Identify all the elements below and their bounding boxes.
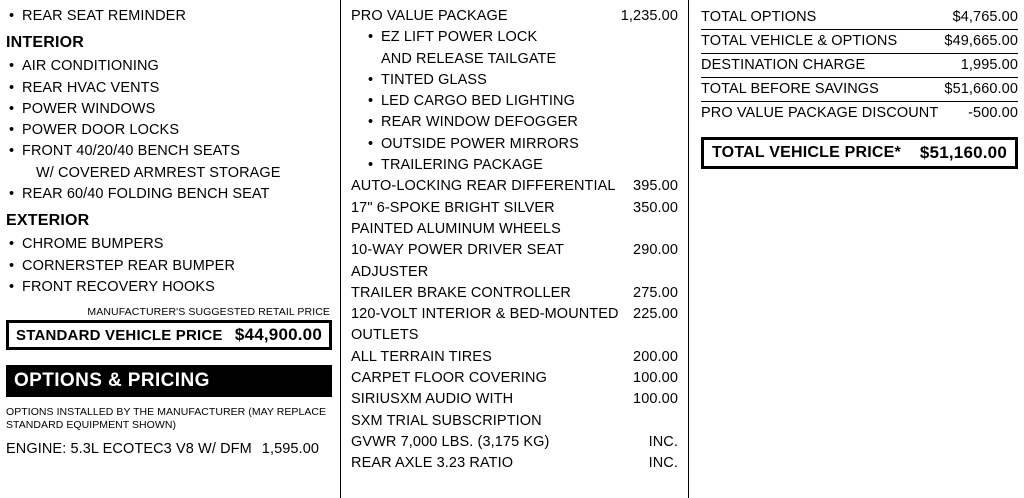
total-row bbox=[701, 102, 1018, 125]
list-item: • POWER WINDOWS bbox=[6, 99, 332, 120]
option-price: 100.00 bbox=[633, 391, 678, 408]
option-price: INC. bbox=[648, 433, 678, 450]
options-fineprint: OPTIONS INSTALLED BY THE MANUFACTURER (MAY REPLACE STANDARD EQUIPMENT SHOWN) bbox=[6, 406, 327, 432]
option-price: 100.00 bbox=[633, 370, 678, 387]
option-name: SIRIUSXM AUDIO WITH bbox=[351, 391, 514, 408]
options-pricing-header: OPTIONS & PRICING bbox=[6, 365, 332, 397]
option-row bbox=[351, 304, 678, 325]
list-item: • AIR CONDITIONING bbox=[6, 56, 332, 77]
list-item: • CHROME BUMPERS bbox=[6, 234, 332, 255]
total-row bbox=[701, 78, 1018, 102]
total-row bbox=[701, 6, 1018, 30]
middle-column bbox=[340, 0, 688, 498]
option-row bbox=[351, 347, 678, 368]
option-price: 200.00 bbox=[633, 348, 678, 365]
option-price: 290.00 bbox=[633, 242, 678, 259]
option-name: REAR AXLE 3.23 RATIO bbox=[351, 455, 514, 472]
option-name: GVWR 7,000 LBS. (3,175 KG) bbox=[351, 433, 550, 450]
option-name: ALL TERRAIN TIRES bbox=[351, 348, 492, 365]
option-sub-item: • OUTSIDE POWER MIRRORS bbox=[351, 134, 678, 155]
option-name: TRAILER BRAKE CONTROLLER bbox=[351, 284, 571, 301]
option-price: 1,595.00 bbox=[261, 441, 320, 458]
option-name: ENGINE: 5.3L ECOTEC3 V8 W/ DFM bbox=[6, 441, 252, 458]
section-heading-exterior: EXTERIOR bbox=[6, 212, 90, 230]
list-item: • FRONT 40/20/40 BENCH SEATS bbox=[6, 141, 332, 162]
option-row bbox=[351, 389, 678, 410]
total-label: DESTINATION CHARGE bbox=[701, 57, 866, 73]
option-row bbox=[351, 368, 678, 389]
option-name: 120-VOLT INTERIOR & BED-MOUNTED bbox=[351, 306, 619, 323]
option-row bbox=[351, 6, 678, 27]
option-price: INC. bbox=[648, 455, 678, 472]
total-value: $51,660.00 bbox=[944, 81, 1018, 97]
option-name: 10-WAY POWER DRIVER SEAT bbox=[351, 242, 564, 259]
option-price: 350.00 bbox=[633, 199, 678, 216]
option-name-continuation: ADJUSTER bbox=[351, 263, 429, 280]
left-column bbox=[0, 0, 340, 498]
option-name-continuation: PAINTED ALUMINUM WHEELS bbox=[351, 220, 561, 237]
option-sub-item-continuation: AND RELEASE TAILGATE bbox=[381, 50, 557, 67]
option-row bbox=[351, 176, 678, 197]
option-row bbox=[351, 240, 678, 261]
option-price: 1,235.00 bbox=[620, 8, 678, 24]
total-value: -500.00 bbox=[968, 105, 1018, 121]
total-row bbox=[701, 54, 1018, 78]
total-vehicle-price-label: TOTAL VEHICLE PRICE* bbox=[712, 144, 901, 161]
option-row bbox=[351, 432, 678, 453]
option-name-continuation: OUTLETS bbox=[351, 327, 419, 344]
total-value: 1,995.00 bbox=[960, 57, 1018, 73]
list-item-continuation: W/ COVERED ARMREST STORAGE bbox=[36, 164, 281, 181]
list-item: • REAR 60/40 FOLDING BENCH SEAT bbox=[6, 184, 332, 205]
total-row bbox=[701, 30, 1018, 54]
list-item: • POWER DOOR LOCKS bbox=[6, 120, 332, 141]
standard-vehicle-price-value: $44,900.00 bbox=[234, 325, 322, 345]
option-name: PRO VALUE PACKAGE bbox=[351, 8, 508, 24]
option-sub-item: • EZ LIFT POWER LOCK bbox=[351, 27, 678, 48]
total-label: TOTAL VEHICLE & OPTIONS bbox=[701, 33, 898, 49]
option-row bbox=[351, 453, 678, 474]
total-value: $4,765.00 bbox=[952, 9, 1018, 25]
option-price: 225.00 bbox=[633, 306, 678, 323]
total-label: TOTAL OPTIONS bbox=[701, 9, 817, 25]
option-row-engine bbox=[6, 439, 332, 460]
right-column bbox=[688, 0, 1024, 498]
option-sub-item: • REAR WINDOW DEFOGGER bbox=[351, 112, 678, 133]
option-sub-item: • LED CARGO BED LIGHTING bbox=[351, 91, 678, 112]
total-vehicle-price-box bbox=[701, 137, 1018, 169]
option-name: AUTO-LOCKING REAR DIFFERENTIAL bbox=[351, 178, 616, 195]
option-row bbox=[351, 198, 678, 219]
option-sub-item: • TRAILERING PACKAGE bbox=[351, 155, 678, 176]
option-price: 395.00 bbox=[633, 178, 678, 195]
option-name: CARPET FLOOR COVERING bbox=[351, 370, 548, 387]
list-item: • CORNERSTEP REAR BUMPER bbox=[6, 256, 332, 277]
msrp-note: MANUFACTURER'S SUGGESTED RETAIL PRICE bbox=[87, 306, 330, 319]
list-item: • REAR HVAC VENTS bbox=[6, 78, 332, 99]
list-item: • FRONT RECOVERY HOOKS bbox=[6, 277, 332, 298]
list-item: • REAR SEAT REMINDER bbox=[6, 6, 332, 27]
total-value: $49,665.00 bbox=[944, 33, 1018, 49]
option-row bbox=[351, 283, 678, 304]
total-vehicle-price-value: $51,160.00 bbox=[919, 143, 1007, 162]
option-name: 17" 6-SPOKE BRIGHT SILVER bbox=[351, 199, 555, 216]
total-label: PRO VALUE PACKAGE DISCOUNT bbox=[701, 105, 939, 121]
total-label: TOTAL BEFORE SAVINGS bbox=[701, 81, 879, 97]
standard-vehicle-price-box bbox=[6, 320, 332, 350]
section-heading-interior: INTERIOR bbox=[6, 34, 85, 52]
option-name-continuation: SXM TRIAL SUBSCRIPTION bbox=[351, 412, 542, 429]
option-sub-item: • TINTED GLASS bbox=[351, 70, 678, 91]
option-price: 275.00 bbox=[633, 284, 678, 301]
standard-vehicle-price-label: STANDARD VEHICLE PRICE bbox=[16, 326, 223, 344]
